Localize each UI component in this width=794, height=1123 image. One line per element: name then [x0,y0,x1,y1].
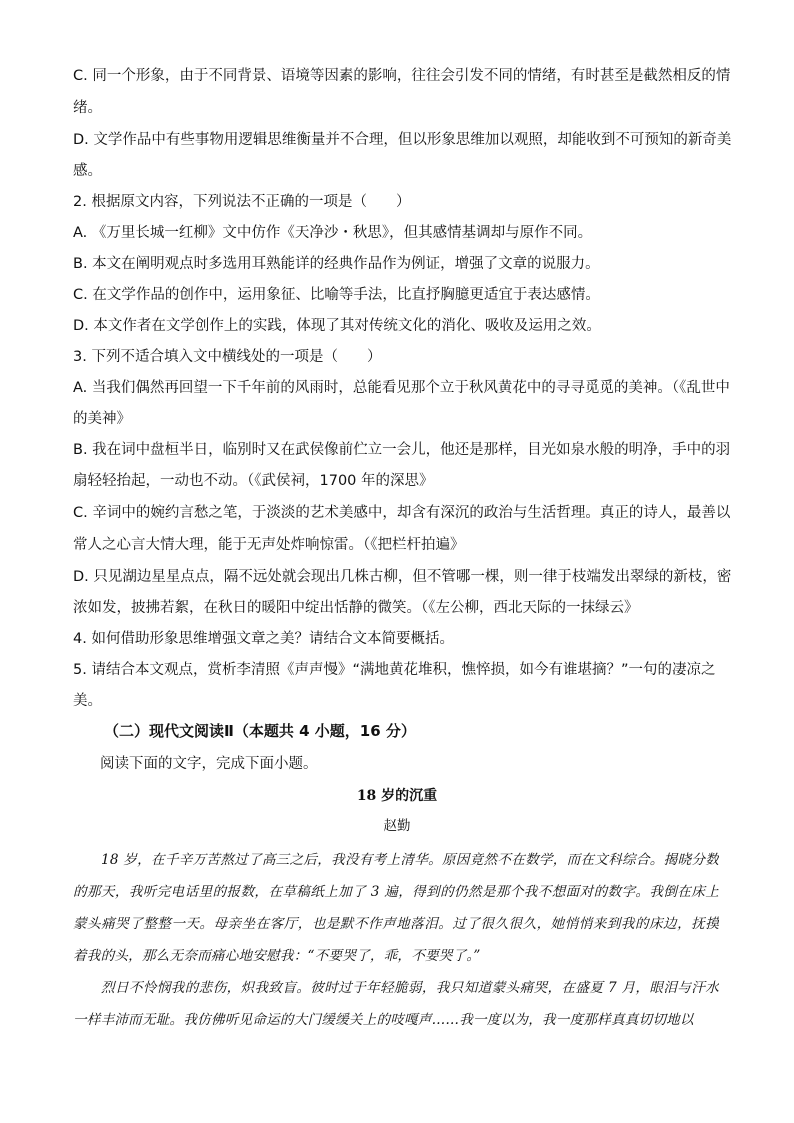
question-4: 4. 如何借助形象思维增强文章之美？请结合文本简要概括。 [73,631,454,647]
section-instruction: 阅读下面的文字，完成下面小题。 [100,756,318,772]
option-c-text: C. 同一个形象，由于不同背景、语境等因素的影响，往往会引发不同的情绪，有时甚至是截然相反的情 [73,68,731,84]
article-title: 18 岁的沉重 [356,788,438,804]
q2-option-d: D. 本文作者在文学创作上的实践，体现了其对传统文化的消化、吸收及运用之效。 [73,318,601,334]
article-paragraph: 18 岁，在千辛万苦熬过了高三之后，我没有考上清华。原因竟然不在数学，而在文科综合。揭晓分数的那天，我听完电话里的报数，在草稿纸上加了 3 遍，得到的仍然是那个我不想面对的数字。我倒在床上蒙头痛哭了整整一天。母亲坐在客厅，也是默不作声地落泪。过了很久很久，她悄悄来到我的床边，抚摸着我的头，那么无奈而痛心地安慰我：“不要哭了，乖，不要哭了。” [73,852,719,964]
q2-option-c: C. 在文学作品的创作中，运用象征、比喻等手法，比直抒胸臆更适宜于表达感情。 [73,287,600,303]
option-c-text-cont: 绪。 [73,100,102,116]
q3-option-d: D. 只见湖边星星点点，隔不远处就会现出几株古柳，但不管哪一棵，则一律于枝端发出翠绿的新枝，密 [73,569,732,585]
option-d-text-cont: 感。 [73,163,102,179]
section-heading: （二）现代文阅读Ⅱ（本题共 4 小题，16 分） [104,722,416,740]
question-5-cont: 美。 [73,693,102,709]
q3-option-a-cont: 的美神》 [73,411,131,427]
question-2-stem: 2. 根据原文内容，下列说法不正确的一项是（ ） [73,194,411,210]
q3-option-c-cont: 常人之心言大情大理，能于无声处炸响惊雷。（《把栏杆拍遍》 [73,537,465,553]
q3-option-a: A. 当我们偶然再回望一下千年前的风雨时，总能看见那个立于秋风黄花中的寻寻觅觅的美神。（《乱世中 [73,380,730,396]
q3-option-b-cont: 扇轻轻抬起，一动也不动。（《武侯祠，1700 年的深思》 [73,473,434,489]
article-author: 赵勤 [383,818,411,834]
q3-option-c: C. 辛词中的婉约言愁之笔，于淡淡的艺术美感中，却含有深沉的政治与生活哲理。真正的诗人，最善以 [73,505,731,521]
q2-option-b: B. 本文在阐明观点时多选用耳熟能详的经典作品作为例证，增强了文章的说服力。 [73,256,600,272]
question-5: 5. 请结合本文观点，赏析李清照《声声慢》“满地黄花堆积，憔悴损，如今有谁堪摘？”一句的凄凉之 [73,662,716,678]
question-3-stem: 3. 下列不适合填入文中横线处的一项是（ ） [73,349,382,365]
q3-option-b: B. 我在词中盘桓半日，临别时又在武侯像前伫立一会儿，他还是那样，目光如泉水般的明净，手中的羽 [73,442,731,458]
q3-option-d-cont: 浓如发，披拂若絮，在秋日的暖阳中绽出恬静的微笑。（《左公柳，西北天际的一抹绿云》 [73,600,639,616]
article-paragraph: 烈日不怜悯我的悲伤，炽我致盲。彼时过于年轻脆弱，我只知道蒙头痛哭，在盛夏 7 月，眼泪与汗水一样丰沛而无耻。我仿佛听见命运的大门缓缓关上的吱嘎声……我一度以为，我一度那样真真切切地以 [73,980,719,1028]
q2-option-a: A. 《万里长城一红柳》文中仿作《天净沙・秋思》，但其感情基调却与原作不同。 [73,225,593,241]
option-d-text: D. 文学作品中有些事物用逻辑思维衡量并不合理，但以形象思维加以观照，却能收到不可预知的新奇美 [73,132,732,148]
